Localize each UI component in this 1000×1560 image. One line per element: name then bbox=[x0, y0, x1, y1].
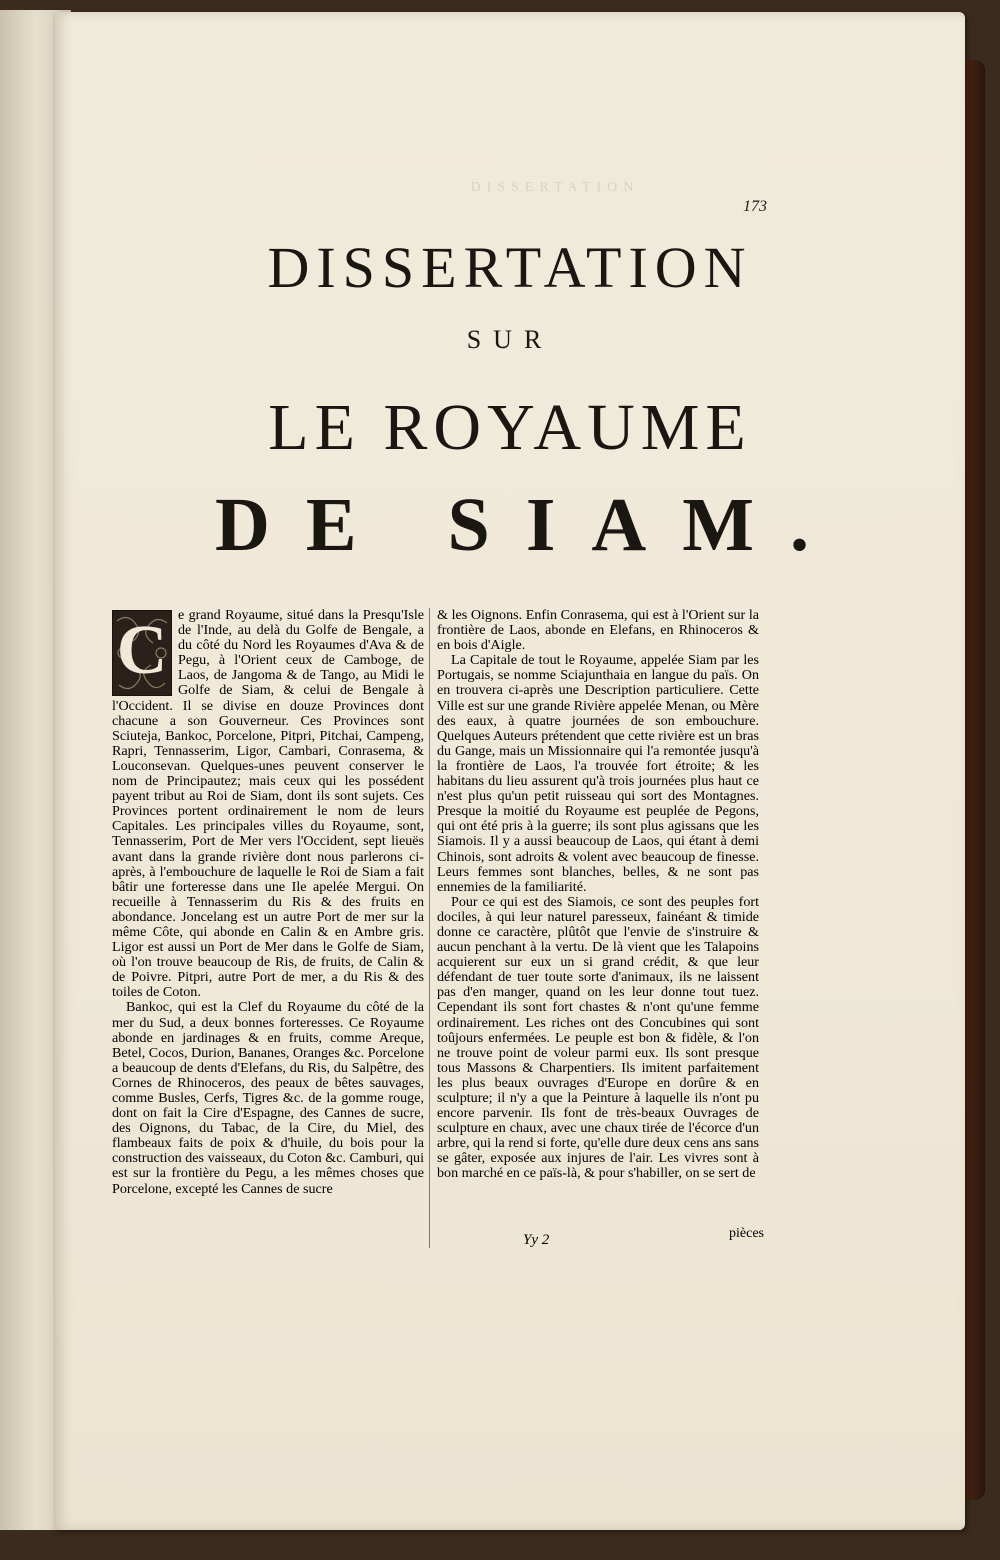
text-column-left bbox=[112, 608, 424, 1197]
paragraph: & les Oignons. Enfin Conrasema, qui est à l'Orient sur la frontière de Laos, abonde en Elefans, en Rhinoceros & en bois d'Aigle. bbox=[437, 607, 759, 654]
ornamental-drop-cap bbox=[112, 610, 172, 696]
signature-mark: Yy 2 bbox=[523, 1232, 550, 1248]
text-column-right bbox=[437, 608, 759, 1182]
drop-cap-letter: C bbox=[116, 612, 168, 689]
page-number: 173 bbox=[743, 198, 767, 215]
title-line-3: LE ROYAUME bbox=[268, 391, 752, 464]
paragraph: Bankoc, qui est la Clef du Royaume du côté de la mer du Sud, a deux bonnes forteresses. Ce Royaume abonde en jardinages & en fruits, comme Areque, Betel, Cocos, Durion, Bananes, Oranges &c. Porcelone a beaucoup de dents d'Elefans, du Ris, du Salpêtre, des Cornes de Rhinoceros, des peaux de bêtes sauvages, comme Busles, Cerfs, Tigres &c. de la gomme rouge, dont on fait la Cire d'Espagne, des Cannes de sucre, des Oignons, du Tabac, de la Cire, du Miel, des flambeaux faits de poix & d'huile, du bois pour la construction des vaisseaux, du Coton &c. Camburi, qui est sur la frontière du Pegu, a les mêmes choses que Porcelone, excepté les Cannes de sucre bbox=[112, 999, 424, 1197]
catchword: pièces bbox=[729, 1226, 764, 1241]
show-through-header: DISSERTATION bbox=[470, 180, 640, 195]
title-line-1: DISSERTATION bbox=[267, 235, 753, 300]
title-line-4: DE SIAM. bbox=[214, 483, 846, 567]
paragraph: La Capitale de tout le Royaume, appelée Siam par les Portugais, se nomme Sciajunthaia en langue du païs. On en trouvera ci-après une Description particuliere. Cette Ville est sur une grande Rivière appelée Menan, ou Mère des eaux, à quatre journées de son embouchure. Quelques Auteurs prétendent que cette rivière est un bras du Gange, mais un Missionnaire qui l'a remontée jusqu'à la frontière de Laos, l'a trouvée fort étroite; & les habitans du lieu assurent qu'à trois journées plus haut ce n'est plus qu'un petit ruisseau qui sort des Montagnes. Presque la moitié du Royaume est peuplée de Pegons, qui ont été pris à la guerre; ils sont plus agissans que les Siamois. Il y a aussi beaucoup de Laos, qui étant à demi Chinois, sont adroits & volent avec beaucoup de finesse. Leurs femmes sont blanches, belles, & ne sont pas ennemies de la familiarité. bbox=[437, 652, 759, 895]
paragraph: e grand Royaume, situé dans la Presqu'Isle de l'Inde, au delà du Golfe de Bengale, a du côté du Nord les Royaumes d'Ava & de Pegu, à l'Orient ceux de Camboge, de Laos, de Jangoma & de Tango, au Midi le Golfe de Siam, & celui de Bengale à l'Occident. Il se divise en douze Provinces dont chacune a son Gouverneur. Ces Provinces sont Sciuteja, Bankoc, Porcelone, Pitpri, Pitchai, Campeng, Rapri, Tennasserim, Ligor, Cambari, Conrasema, & Louconsevan. Quelques-unes peuvent conserver le nom de Principautez; mais ceux qui les possédent payent tribut au Roi de Siam, dont ils sont sujets. Ces Provinces portent ordinairement le nom de leurs Capitales. Les principales villes du Royaume, sont, Tennasserim, Port de Mer vers l'Occident, sept lieuës avant dans la grande rivière dont nous parlerons ci-après, à l'embouchure de laquelle le Roi de Siam a fait bâtir une forteresse dans une Ile apelée Mergui. On recueille à Tennasserim du Ris & des fruits en abondance. Joncelang est un autre Port de mer sur la même Côte, qui abonde en Calin & en Ambre gris. Ligor est aussi un Port de Mer dans le Golfe de Siam, où l'on trouve beaucoup de Ris, de fruits, de Calin & de Poivre. Pitpri, autre Port de mer, a du Ris & des toiles de Coton. bbox=[112, 607, 424, 1001]
paragraph: Pour ce qui est des Siamois, ce sont des peuples fort dociles, à qui leur naturel paresseux, fainéant & timide donne ce caractère, plûtôt que l'envie de s'instruire & aucun penchant à la vertu. De là vient que les Talapoins acquierent sur eux un si grand crédit, & que leur défendant de tuer toute sorte d'animaux, ils ne laissent pas d'en manger, quand on les leur donne tout tuez. Cependant ils sont fort chastes & n'ont qu'une femme ordinairement. Les riches ont des Concubines qui sont toûjours enfermées. Le peuple est bon & fidèle, & l'on ne trouve point de voleur parmi eux. Ils sont presque tous Massons & Charpentiers. Ils imitent parfaitement les plus beaux ouvrages d'Europe en dorûre & en sculpture; il n'y a que la Peinture à laquelle ils n'ont pu encore parvenir. Ils font de très-beaux Ouvrages de sculpture en chaux, avec une chaux tirée de l'écorce d'un arbre, qui la rend si forte, qu'elle dure deux cens ans sans se gâter, exposée aux injures de l'air. Les vivres sont à bon marché en ce païs-là, & pour s'habiller, on se sert de bbox=[437, 893, 759, 1182]
title-line-2: SUR bbox=[466, 325, 554, 354]
column-rule bbox=[429, 608, 430, 1248]
